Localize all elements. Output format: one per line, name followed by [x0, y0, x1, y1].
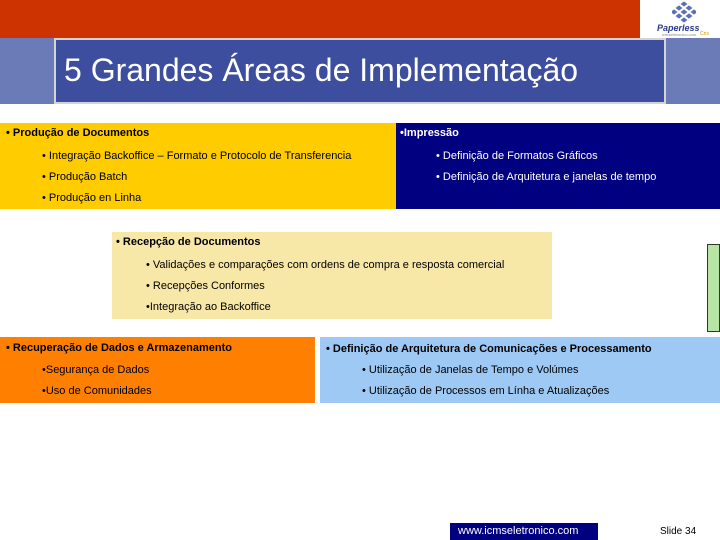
definicao-item-2: • Utilização de Processos em Línha e Atualizações [362, 385, 610, 397]
logo-grid-icon [672, 1, 696, 23]
footer-website-link[interactable]: www.icmseletronico.com [450, 523, 598, 540]
producao-box [0, 123, 396, 209]
definicao-heading: • Definição de Arquitetura de Comunicações e Processamento [326, 343, 652, 355]
logo-name: Paperless [657, 23, 700, 33]
recuperacao-heading: • Recuperação de Dados e Armazenamento [6, 342, 232, 354]
title-right-band [666, 38, 720, 104]
logo [648, 0, 720, 38]
recuperacao-item-1: •Segurança de Dados [42, 364, 150, 376]
logo-suffix: Cris [700, 31, 709, 37]
side-green-box [707, 244, 720, 332]
recepcao-heading: • Recepção de Documentos [116, 236, 261, 248]
producao-heading: • Produção de Documentos [6, 127, 150, 139]
recepcao-box [112, 232, 552, 319]
impressao-item-1: • Definição de Formatos Gráficos [436, 150, 598, 162]
definicao-box [320, 337, 720, 403]
impressao-item-2: • Definição de Arquitetura e janelas de tempo [436, 171, 657, 183]
page-title: 5 Grandes Áreas de Implementação [64, 52, 579, 88]
definicao-item-1: • Utilização de Janelas de Tempo e Volúmes [362, 364, 579, 376]
impressao-box [396, 123, 720, 209]
title-box [54, 38, 666, 104]
recepcao-item-1: • Validações e comparações com ordens de compra e resposta comercial [146, 259, 505, 271]
producao-item-3: • Produção en Linha [42, 192, 142, 204]
impressao-heading: •Impressão [400, 127, 459, 139]
slide-number: Slide 34 [660, 526, 697, 537]
producao-item-2: • Produção Batch [42, 171, 128, 183]
logo-tagline: icmseletronico.com [662, 32, 697, 37]
recepcao-item-3: •Integração ao Backoffice [146, 301, 271, 313]
producao-item-1: • Integração Backoffice – Formato e Protocolo de Transferencia [42, 150, 352, 162]
recuperacao-box [0, 337, 315, 403]
title-left-band [0, 38, 54, 104]
header-bar [0, 0, 640, 38]
recepcao-item-2: • Recepções Conformes [146, 280, 265, 292]
recuperacao-item-2: •Uso de Comunidades [42, 385, 152, 397]
